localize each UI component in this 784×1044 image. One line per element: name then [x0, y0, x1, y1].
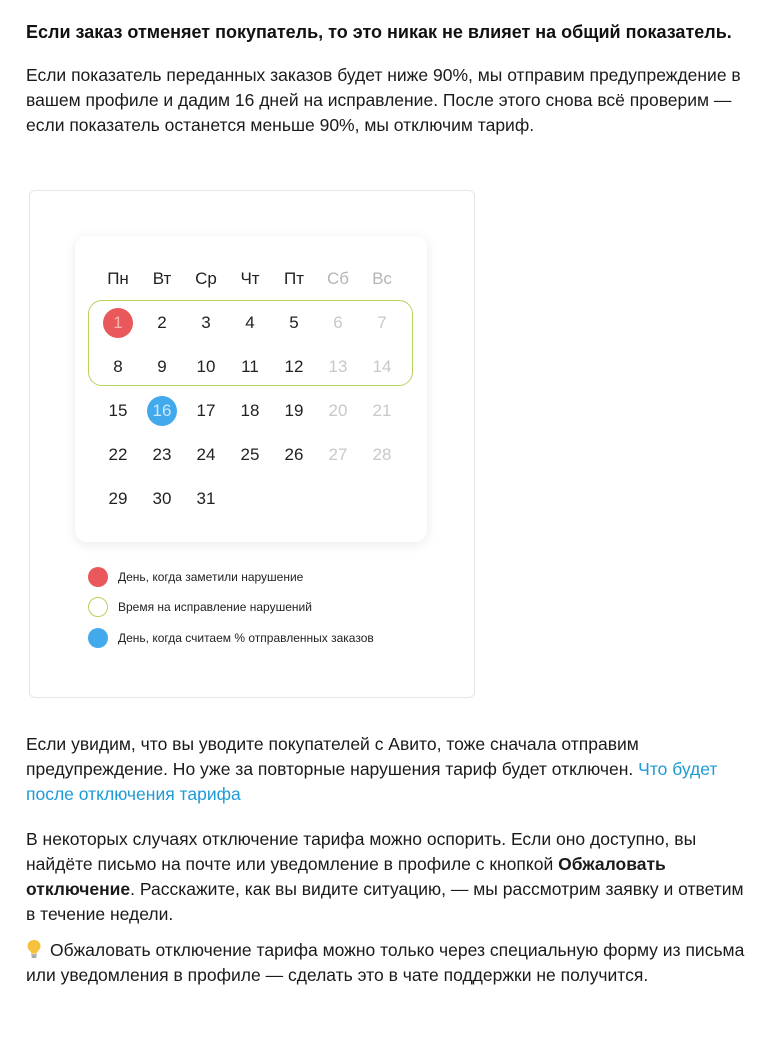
legend-label: День, когда считаем % отправленных заказов — [118, 631, 374, 645]
calendar-day: 14 — [372, 357, 392, 376]
poaching-text: Если увидим, что вы уводите покупателей с Авито, тоже сначала отправим предупреждение. Но уже за повторные нарушения тариф будет отключен. — [26, 734, 639, 779]
calendar-day: 24 — [196, 445, 216, 464]
calendar-day: 11 — [241, 357, 259, 376]
calendar-day: 17 — [196, 401, 216, 420]
calendar-day: 28 — [372, 445, 392, 464]
legend-swatch — [88, 597, 108, 617]
weekday-header: Пн — [107, 269, 129, 288]
legend-swatch — [88, 567, 108, 587]
legend-label: Время на исправление нарушений — [118, 600, 312, 614]
legend-label: День, когда заметили нарушение — [118, 570, 304, 584]
calendar-day: 26 — [284, 445, 304, 464]
calendar-day: 8 — [113, 357, 123, 376]
calendar-day: 7 — [377, 313, 387, 332]
appeal-button-name: Обжаловать отключение — [26, 854, 666, 899]
calendar-day: 3 — [201, 313, 211, 332]
legend-item — [88, 566, 303, 588]
warning-paragraph: Если показатель переданных заказов будет ниже 90%, мы отправим предупреждение в вашем профиле и дадим 16 дней на исправление. После этого снова всё проверим — если показатель останется меньше 90%, мы отключим тариф. — [26, 65, 741, 135]
poaching-paragraph — [26, 732, 746, 807]
tip-text: Обжаловать отключение тарифа можно только через специальную форму из письма или уведомления в профиле — сделать это в чате поддержки не получится. — [26, 940, 745, 985]
calendar-day: 19 — [284, 401, 304, 420]
section-heading: Если заказ отменяет покупатель, то это никак не влияет на общий показатель. — [26, 22, 732, 42]
tip-paragraph — [26, 938, 746, 988]
calendar-day: 25 — [240, 445, 260, 464]
calendar-day: 15 — [108, 401, 128, 420]
weekday-header: Вт — [152, 269, 172, 288]
weekday-header: Пт — [283, 269, 304, 288]
lightbulb-icon — [26, 939, 42, 959]
calendar-day: 13 — [328, 357, 348, 376]
calendar-day: 6 — [333, 313, 343, 332]
after-disable-link[interactable]: Что будет после отключения тарифа — [26, 759, 718, 804]
calendar-day: 31 — [196, 489, 216, 508]
calendar-day: 29 — [108, 489, 128, 508]
calendar-day: 30 — [152, 489, 172, 508]
weekday-header: Чт — [240, 269, 260, 288]
calendar-day: 22 — [108, 445, 128, 464]
calendar-day: 18 — [240, 401, 260, 420]
weekday-header: Ср — [195, 269, 217, 288]
calendar-day: 21 — [372, 401, 392, 420]
calendar-day: 4 — [245, 313, 255, 332]
weekday-header: Сб — [326, 269, 349, 288]
calendar-day: 12 — [284, 357, 304, 376]
appeal-text-after: . Расскажите, как вы видите ситуацию, — мы рассмотрим заявку и ответим в течение недели. — [26, 879, 744, 924]
calendar-day: 2 — [157, 313, 167, 332]
appeal-text-before: В некоторых случаях отключение тарифа можно оспорить. Если оно доступно, вы найдёте письмо на почте или уведомление в профиле с кнопкой — [26, 829, 697, 874]
calendar-day: 5 — [289, 313, 299, 332]
appeal-paragraph — [26, 827, 746, 927]
calendar-day: 9 — [157, 357, 167, 376]
calendar-day: 1 — [103, 308, 133, 338]
legend-swatch — [88, 628, 108, 648]
calendar-day: 23 — [152, 445, 172, 464]
calendar-day: 16 — [147, 396, 177, 426]
legend-item — [88, 596, 312, 618]
calendar-day: 20 — [328, 401, 348, 420]
legend-item — [88, 627, 374, 649]
calendar-day: 27 — [328, 445, 348, 464]
weekday-header: Вс — [372, 269, 392, 288]
calendar-day: 10 — [196, 357, 216, 376]
